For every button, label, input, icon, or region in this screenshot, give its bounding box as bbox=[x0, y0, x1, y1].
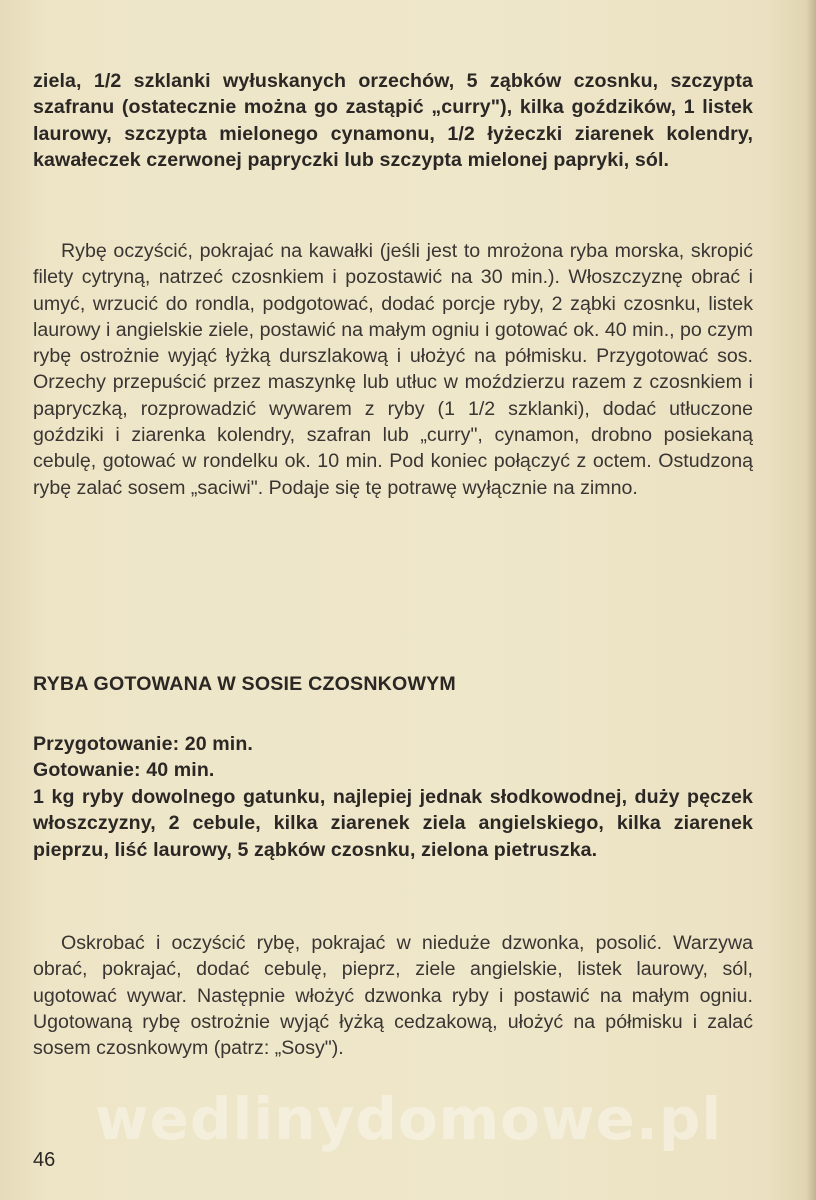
recipe-instructions: Rybę oczyścić, pokrajać na kawałki (jeśli jest to mrożona ryba morska, skropić filety cytryną, natrzeć czosnkiem i pozostawić na 30 min.). Włoszczyznę obrać i umyć, wrzucić do rondla, podgotować, dodać porcje ryby, 2 ząbki czosnku, listek laurowy i angielskie ziele, postawić na małym ogniu i gotować ok. 40 min., po czym rybę ostrożnie wyjąć łyżką durszlakową i ułożyć na półmisku. Przygotować sos. Orzechy przepuścić przez maszynkę lub utłuc w moździerzu razem z czosnkiem i papryczką, rozprowadzić wywarem z ryby (1 1/2 szklanki), dodać utłuczone goździki i ziarenka kolendry, szafran lub „curry", cynamon, drobno posiekaną cebulę, gotować w rondelku ok. 10 min. Pod koniec połączyć z octem. Ostudzoną rybę zalać sosem „saciwi". Podaje się tę potrawę wyłącznie na zimno. bbox=[33, 240, 753, 499]
recipe-title: RYBA GOTOWANA W SOSIE CZOSNKOWYM bbox=[33, 673, 456, 695]
page-number: 46 bbox=[33, 1149, 56, 1171]
cook-time: Gotowanie: 40 min. bbox=[33, 759, 215, 782]
ingredients-list-continued: ziela, 1/2 szklanki wyłuskanych orzechów, 5 ząbków czosnku, szczypta szafranu (ostatecznie można go zastąpić „curry"), kilka goździków, 1 listek laurowy, szczypta mielonego cynamonu, 1/2 łyżeczki ziarenek kolendry, kawałeczek czerwonej papryczki lub szczypta mielonej papryki, sól. bbox=[33, 70, 753, 171]
prep-time: Przygotowanie: 20 min. bbox=[33, 733, 253, 755]
recipe-meta bbox=[33, 731, 753, 784]
recipe-instructions-2: Oskrobać i oczyścić rybę, pokrajać w nieduże dzwonka, posolić. Warzywa obrać, pokrajać, dodać cebulę, pieprz, ziele angielskie, listek laurowy, sól, ugotować wywar. Następnie włożyć dzwonka ryby i postawić na małym ogniu. Ugotowaną rybę ostrożnie wyjąć łyżką cedzakową, ułożyć na półmisku i zalać sosem czosnkowym (patrz: „Sosy"). bbox=[33, 932, 753, 1060]
ingredients-list: 1 kg ryby dowolnego gatunku, najlepiej jednak słodkowodnej, duży pęczek włoszczyzny, 2 cebule, kilka ziarenek ziela angielskiego, kilka ziarenek pieprzu, liść laurowy, 5 ząbków czosnku, zielona pietruszka. bbox=[33, 786, 753, 861]
page-edge-shadow bbox=[806, 0, 816, 1200]
watermark: wedlinydomowe.pl bbox=[95, 1085, 723, 1153]
